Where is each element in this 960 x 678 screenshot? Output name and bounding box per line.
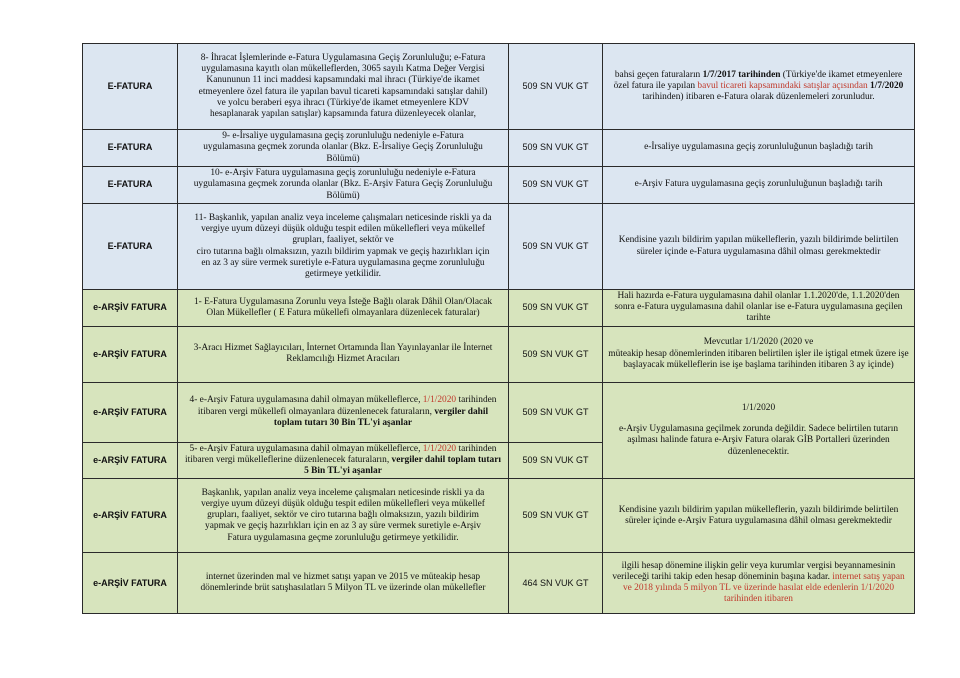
spacer <box>608 414 909 424</box>
description-cell <box>178 167 509 204</box>
description-bold-note: vergiler dahil toplam tutarı 30 Bin TL'yi aşanlar <box>273 406 489 428</box>
description-line: uygulamasına kayıtlı olan mükelleflerden, 3065 sayılı Katma Değer Vergisi <box>201 64 485 75</box>
table-row <box>83 130 915 167</box>
description-line: 1- E-Fatura Uygulamasına Zorunlu veya İsteğe Bağlı olarak Dâhil Olan/Olacak <box>193 296 493 307</box>
description-line: internet üzerinden mal ve hizmet satışı yapan ve 2015 ve müteakip hesap <box>205 572 481 583</box>
start-date: 1/1/2020 <box>741 403 776 413</box>
description-cell <box>178 44 509 130</box>
description-line: 11- Başkanlık, yapılan analiz veya inceleme çalışmaları neticesinde riskli ya da <box>194 212 492 223</box>
law-reference-cell: 509 SN VUK GT <box>509 204 603 290</box>
start-red-note: bavul ticareti kapsamındaki satışlar açısından <box>697 80 868 91</box>
start-date-bold: 1/7/2017 tarihinden <box>702 69 781 80</box>
table-row <box>83 382 915 442</box>
description-line: etmeyenlere özel fatura ile yapılan bavul ticareti kapsamındaki satışlar dahil) <box>198 86 488 97</box>
category-cell: e-ARŞİV FATURA <box>83 479 178 553</box>
start-text: tarihinden) itibaren e-Fatura olarak düzenlemeleri zorunludur. <box>642 92 875 103</box>
table-row <box>83 167 915 204</box>
category-cell: E-FATURA <box>83 44 178 130</box>
description-line: 9- e-İrsaliye uygulamasına geçiş zorunluluğu nedeniyle e-Fatura <box>222 131 464 142</box>
description-line: uygulamasına geçmek zorunda olanlar (Bkz. E-Arşiv Fatura Geçiş Zorunluluğu <box>193 179 493 190</box>
description-cell <box>178 442 509 479</box>
table-row <box>83 479 915 553</box>
description-line: Reklamcılığı Hizmet Aracıları <box>286 354 400 365</box>
start-date-cell <box>603 553 915 614</box>
table-row <box>83 44 915 130</box>
start-date-cell <box>603 44 915 130</box>
description-line: 8- İhracat İşlemlerinde e-Fatura Uygulamasına Geçiş Zorunluluğu; e-Fatura <box>200 52 486 63</box>
description-line: vergiye uyum düzeyi düşük olduğu tespit edilen mükellefleri veya mükellef <box>201 224 485 235</box>
table-row <box>83 204 915 290</box>
description-cell <box>178 326 509 382</box>
description-line: ciro tutarına bağlı olmaksızın, yazılı bildirim yapmak ve geçiş hazırlıkları için <box>196 246 490 257</box>
law-reference-cell: 509 SN VUK GT <box>509 479 603 553</box>
category-cell: e-ARŞİV FATURA <box>83 290 178 327</box>
description-cell <box>178 130 509 167</box>
category-cell: E-FATURA <box>83 204 178 290</box>
description-cell <box>178 382 509 442</box>
table-row <box>83 290 915 327</box>
start-date-cell: Kendisine yazılı bildirim yapılan mükelleflerin, yazılı bildirimde belirtilen süreler içinde e-Fatura uygulamasına dâhil olması gerekmektedir <box>603 204 915 290</box>
description-text: tarihinden itibaren vergi mükellefi olmayanlara düzenlenecek faturaların, <box>197 395 497 417</box>
law-reference-cell: 509 SN VUK GT <box>509 290 603 327</box>
description-line: Olan Mükellefler ( E Fatura mükellefi olmayanlara düzenlecek faturalar) <box>206 307 480 318</box>
start-date-cell: e-Arşiv Fatura uygulamasına geçiş zorunluluğunun başladığı tarih <box>603 167 915 204</box>
description-cell <box>178 479 509 553</box>
start-text: (Türkiye'de ikamet etmeyenlere özel fatura ile yapılan <box>613 69 903 91</box>
description-line: Başkanlık, yapılan analiz veya inceleme çalışmaları neticesinde riskli ya da <box>201 487 485 498</box>
start-date-cell: Kendisine yazılı bildirim yapılan mükelleflerin, yazılı bildirimde belirtilen süreler içinde e-Arşiv Fatura uygulamasına dâhil olması gerekmektedir <box>603 479 915 553</box>
description-cell <box>178 204 509 290</box>
start-date-cell-merged <box>603 382 915 479</box>
law-reference-cell: 464 SN VUK GT <box>509 553 603 614</box>
start-title: Mevcutlar 1/1/2020 (2020 ve <box>703 337 814 348</box>
description-line: grupları, faaliyet, sektör ve <box>292 235 394 246</box>
description-line: dönemlerinde brüt satışhasılatları 5 Milyon TL ve üzerinde olan mükellefler <box>200 583 486 594</box>
category-cell: e-ARŞİV FATURA <box>83 326 178 382</box>
law-reference-cell: 509 SN VUK GT <box>509 44 603 130</box>
description-cell <box>178 553 509 614</box>
law-reference-cell: 509 SN VUK GT <box>509 167 603 204</box>
description-line: grupları, faaliyet, sektör ve ciro tutarına bağlı olmaksızın, yazılı bildirim <box>207 510 479 521</box>
description-line: Fatura uygulamasına geçme zorunluluğu getirmeye yetkilidir. <box>227 532 459 543</box>
description-line: Kanununun 11 inci maddesi kapsamındaki mal ihracı (Türkiye'de ikamet <box>206 75 480 86</box>
description-text: 5- e-Arşiv Fatura uygulamasına dahil olmayan mükelleflerce, <box>189 443 423 454</box>
law-reference-cell: 509 SN VUK GT <box>509 382 603 442</box>
law-reference-cell: 509 SN VUK GT <box>509 442 603 479</box>
description-line: hesaplanarak yapılan satışlar) kapsamında fatura düzenleyecek olanlar, <box>210 108 476 119</box>
description-line: yapmak ve geçiş hazırlıkları için en az 3 ay süre vermek suretiyle e-Arşiv <box>205 521 481 532</box>
description-line: en az 3 ay süre vermek suretiyle e-Fatura uygulamasına geçme zorunluluğu <box>201 257 485 268</box>
description-red-date: 1/1/2020 <box>422 395 457 406</box>
category-cell: e-ARŞİV FATURA <box>83 382 178 442</box>
regulation-table <box>82 43 915 614</box>
description-line: ve yolcu beraberi eşya ihracı (Türkiye'de ikamet etmeyenlere KDV <box>216 97 470 108</box>
law-reference-cell: 509 SN VUK GT <box>509 326 603 382</box>
start-text: e-Arşiv Uygulamasına geçilmek zorunda değildir. Sadece belirtilen tutarın aşılması halinde fatura e-Arşiv Fatura olarak GİB Portalleri üzerinden düzenlenecektir. <box>618 424 899 457</box>
description-bold-note: vergiler dahil toplam tutarı 5 Bin TL'yi aşanlar <box>304 454 501 477</box>
description-line: Bölümü) <box>326 190 360 201</box>
start-date-cell <box>603 326 915 382</box>
description-red-date: 1/1/2020 <box>422 443 457 454</box>
description-line: 3-Aracı Hizmet Sağlayıcıları, İnternet Ortamında İlan Yayınlayanlar ile İnternet <box>193 342 493 353</box>
table-row <box>83 553 915 614</box>
description-line: 10- e-Arşiv Fatura uygulamasına geçiş zorunluluğu nedeniyle e-Fatura <box>210 168 476 179</box>
description-text: tarihinden itibaren vergi mükelleflerine düzenlenecek faturaların, <box>185 443 497 465</box>
start-text: ilgili hesap dönemine ilişkin gelir veya kurumlar vergisi beyannamesinin verileceği tarihi takip eden hesap döneminin başına kadar. <box>612 560 896 583</box>
description-line: uygulamasına geçmek zorunda olanlar (Bkz. E-İrsaliye Geçiş Zorunluluğu <box>203 142 483 153</box>
description-cell <box>178 290 509 327</box>
description-line: Bölümü) <box>326 153 360 164</box>
start-date-bold: 1/7/2020 <box>867 80 904 91</box>
category-cell: E-FATURA <box>83 167 178 204</box>
description-line: getirmeye yetkilidir. <box>304 268 382 279</box>
start-date-cell: Hali hazırda e-Fatura uygulamasına dahil olanlar 1.1.2020'de, 1.1.2020'den sonra e-Fatura uygulamasına dahil olanlar ise e-Fatura uygulamasına geçilen tarihte <box>603 290 915 327</box>
description-text: 4- e-Arşiv Fatura uygulamasına dahil olmayan mükelleflerce, <box>189 395 423 406</box>
start-red-note: internet satış yapan ve 2018 yılında 5 milyon TL ve üzerinde hasılat elde edenlerin 1/1/2020 tarihinden itibaren <box>622 572 905 605</box>
table-row <box>83 326 915 382</box>
category-cell: e-ARŞİV FATURA <box>83 553 178 614</box>
category-cell: e-ARŞİV FATURA <box>83 442 178 479</box>
start-date-cell: e-İrsaliye uygulamasına geçiş zorunluluğunun başladığı tarih <box>603 130 915 167</box>
law-reference-cell: 509 SN VUK GT <box>509 130 603 167</box>
description-line: vergiye uyum düzeyi düşük olduğu tespit edilen mükellefleri veya mükellef <box>201 498 485 509</box>
start-text: bahsi geçen faturaların <box>614 69 703 80</box>
category-cell: E-FATURA <box>83 130 178 167</box>
start-text: müteakip hesap dönemlerinden itibaren belirtilen işler ile iştigal etmek üzere işe başlayacak mükelleflerin ise işe başlama tarihinden itibaren 3 ay içinde) <box>608 348 909 370</box>
